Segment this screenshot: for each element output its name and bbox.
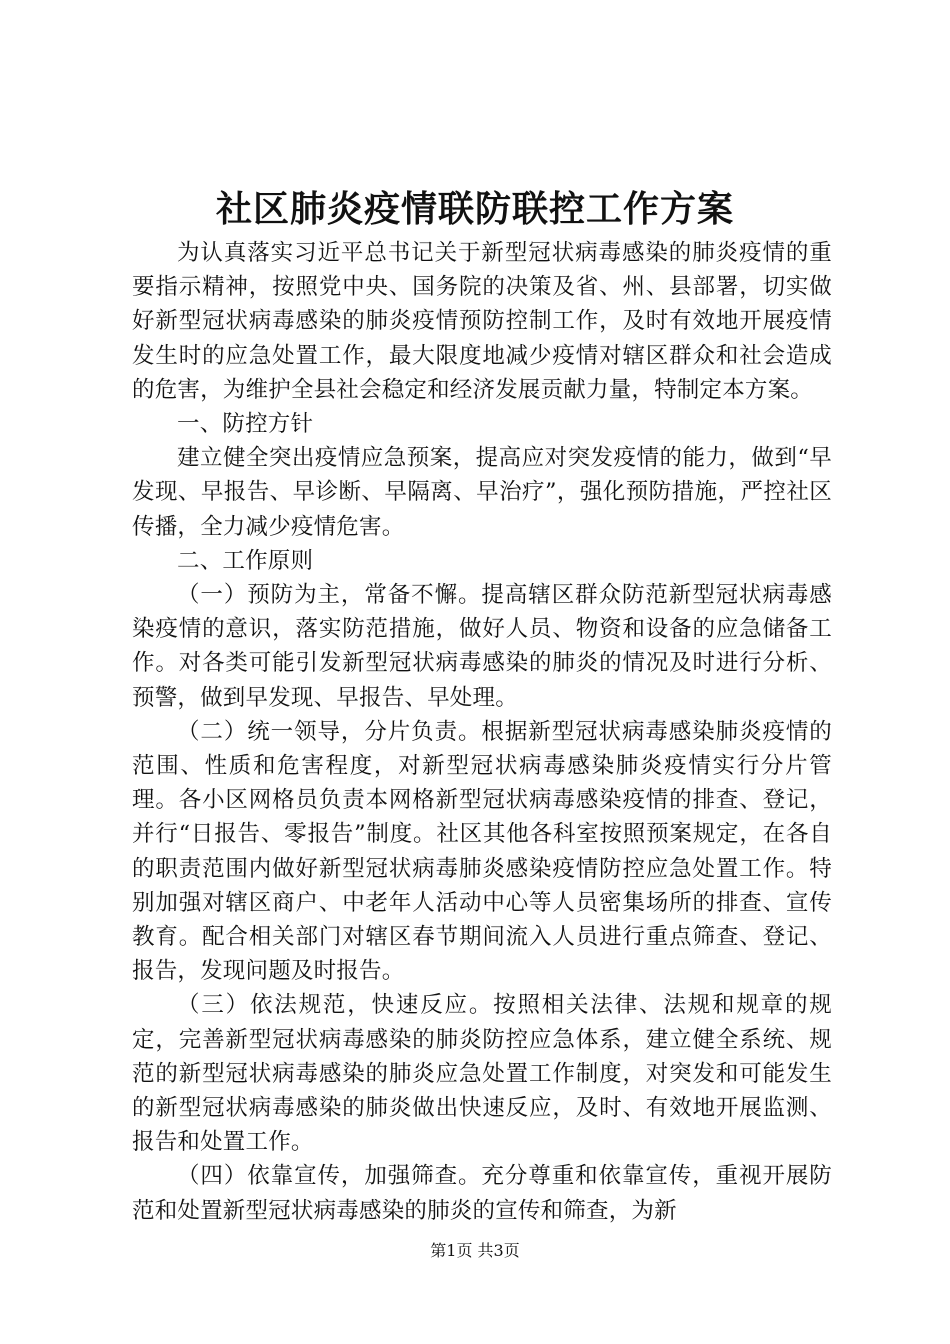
section-heading-principles: 二、工作原则 bbox=[177, 547, 314, 574]
section-heading-policy: 一、防控方针 bbox=[177, 411, 314, 438]
page-footer: 第1页 共3页 bbox=[430, 1241, 520, 1260]
principle-paragraph-1: （一）预防为主，常备不懈。提高辖区群众防范新型冠状病毒感染疫情的意识，落实防范措施，做好人员、物资和设备的应急储备工作。对各类可能引发新型冠状病毒感染的肺炎的情况及时进行分析、预警，做到早发现、早报告、早处理。 bbox=[132, 582, 832, 711]
document-body bbox=[132, 236, 832, 1228]
policy-paragraph: 建立健全突出疫情应急预案，提高应对突发疫情的能力，做到“早发现、早报告、早诊断、早隔离、早治疗”，强化预防措施，严控社区传播，全力减少疫情危害。 bbox=[132, 445, 832, 540]
document-title: 社区肺炎疫情联防联控工作方案 bbox=[215, 188, 734, 230]
intro-paragraph: 为认真落实习近平总书记关于新型冠状病毒感染的肺炎疫情的重要指示精神，按照党中央、国务院的决策及省、州、县部署，切实做好新型冠状病毒感染的肺炎疫情预防控制工作，及时有效地开展疫情发生时的应急处置工作，最大限度地减少疫情对辖区群众和社会造成的危害，为维护全县社会稳定和经济发展贡献力量，特制定本方案。 bbox=[132, 240, 832, 403]
principle-paragraph-4: （四）依靠宣传，加强筛查。充分尊重和依靠宣传，重视开展防范和处置新型冠状病毒感染的肺炎的宣传和筛查，为新 bbox=[132, 1163, 832, 1224]
principle-paragraph-2: （二）统一领导，分片负责。根据新型冠状病毒感染肺炎疫情的范围、性质和危害程度，对新型冠状病毒感染肺炎疫情实行分片管理。各小区网格员负责本网格新型冠状病毒感染疫情的排查、登记，并行“日报告、零报告”制度。社区其他各科室按照预案规定，在各自的职责范围内做好新型冠状病毒肺炎感染疫情防控应急处置工作。特别加强对辖区商户、中老年人活动中心等人员密集场所的排查、宣传教育。配合相关部门对辖区春节期间流入人员进行重点筛查、登记、报告，发现问题及时报告。 bbox=[132, 718, 832, 985]
principle-paragraph-3: （三）依法规范，快速反应。按照相关法律、法规和规章的规定，完善新型冠状病毒感染的肺炎防控应急体系，建立健全系统、规范的新型冠状病毒感染的肺炎应急处置工作制度，对突发和可能发生的新型冠状病毒感染的肺炎做出快速反应，及时、有效地开展监测、报告和处置工作。 bbox=[132, 992, 832, 1156]
